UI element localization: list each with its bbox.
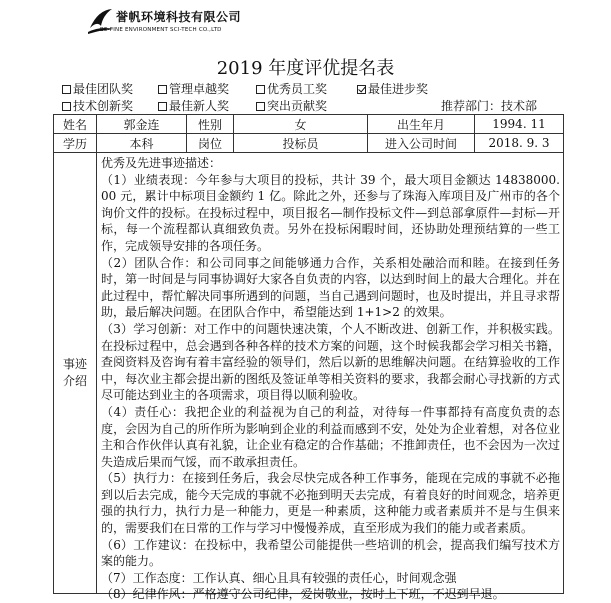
deeds-paragraph: （3）学习创新：对工作中的问题快速决策，个人不断改进、创新工作，并积极实践。在投标过程中，总会遇到各种各样的技术方案的问题，这个时候我都会学习相关书籍，查阅资料及咨询有着丰富经验的领导们，然后以新的思维解决问题。在结算验收的工作中，每次业主都会提出新的图纸及签证单等相关资料的要求，我都会耐心寻找新的方式尽可能达到业主的各项需求，项目得以顺利验收。 [101,321,560,403]
nomination-table [53,114,564,602]
deeds-paragraph: （1）业绩表现：今年参与大项目的投标，共计 39 个，最大项目金额达 14838000. 00 元，累计中标项目金额约 1 亿。除此之外，还参与了珠海入库项目及广州市的各个询价文件的投标。在投标过程中，项目报名—制作投标文件—到总部拿原件—封标—开标，每一个流程都认真细致负责。另外在投标闲暇时间，还协助处理预结算的一些工作，完成领导安排的各项任务。 [101,172,560,253]
company-name-en: BE-FINE ENVIRONMENT SCI-TECH CO.,LTD [100,27,222,33]
table-row [54,134,564,153]
award-option-innovation[interactable]: 技术创新奖 [62,97,133,114]
gender-value: 女 [234,115,368,134]
post-label: 岗位 [187,134,234,153]
deeds-label: 事迹 介绍 [54,153,97,594]
form-title: 2019 年度评优提名表 [216,58,395,79]
deeds-paragraph: （2）团队合作：和公司同事之间能够通力合作，关系相处融洽而和睦。在接到任务时，第一时间是与同事协调好大家各自负责的内容，以达到时间上的最大合理化。并在此过程中，帮忙解决同事所遇到的问题，当自己遇到问题时，也及时提出，并且寻求帮助，最后解决问题。在团队合作中，希望能达到 1+1>2 的效果。 [101,255,560,320]
education-label: 学历 [54,134,97,153]
birth-value: 1994. 11 [475,115,564,134]
table-row [54,153,564,594]
award-option-progress[interactable]: 最佳进步奖 [357,80,428,97]
deeds-paragraph: （4）责任心：我把企业的利益视为自己的利益，对待每一件事都持有高度负责的态度，会因为自己的所作所为影响到企业的利益而感到不安，处处为企业着想，对各位业主和合作伙伴认真有礼貌，让企业有稳定的合作基础；不推卸责任，也不会因为一次过失造成后果而气馁，而不敢承担责任。 [101,404,560,469]
checkbox-icon[interactable] [62,102,71,111]
letterhead [0,0,611,42]
award-option-newcomer[interactable]: 最佳新人奖 [158,97,229,114]
table-row [54,115,564,134]
deeds-paragraph: （6）工作建议：在投标中，我希望公司能提供一些培训的机会，提高我们编写技术方案的能力。 [101,537,560,569]
award-option-team[interactable]: 最佳团队奖 [62,80,133,97]
checkbox-icon[interactable] [62,85,71,94]
deeds-heading: 优秀及先进事迹描述： [101,156,222,170]
checkbox-icon[interactable] [158,102,167,111]
gender-label: 性别 [187,115,234,134]
award-option-management[interactable]: 管理卓越奖 [158,80,229,97]
education-value: 本科 [97,134,187,153]
join-date-label: 进入公司时间 [368,134,475,153]
name-value: 郭金连 [97,115,187,134]
checkbox-icon[interactable] [256,102,265,111]
award-option-employee[interactable]: 优秀员工奖 [256,80,327,97]
award-option-contribution[interactable]: 突出贡献奖 [256,97,327,114]
name-label: 姓名 [54,115,97,134]
checkbox-icon[interactable] [256,85,265,94]
deeds-content [97,153,564,602]
deeds-paragraph: （5）执行力：在接到任务后，我会尽快完成各种工作事务，能现在完成的事就不必拖到以后去完成，能今天完成的事就不必拖到明天去完成，有着良好的时间观念，培养更强的执行力，执行力是一种能力，更是一种素质，这种能力或者素质并不是与生俱来的，需要我们在日常的工作与学习中慢慢养成，直至形成为我们的能力或者素质。 [101,471,560,536]
company-name-cn: 誉帆环境科技有限公司 [116,10,242,24]
post-value: 投标员 [234,134,368,153]
deeds-paragraph: （8）纪律作风：严格遵守公司纪律，爱岗敬业，按时上下班，不迟到早退。 [101,587,505,602]
birth-label: 出生年月 [368,115,475,134]
checkbox-icon[interactable] [158,85,167,94]
checkbox-checked-icon[interactable] [357,85,366,94]
deeds-paragraph: （7）工作态度：工作认真、细心且具有较强的责任心，时间观念强 [101,570,457,585]
recommending-department: 推荐部门：技术部 [441,99,538,113]
join-date-value: 2018. 9. 3 [475,134,564,153]
